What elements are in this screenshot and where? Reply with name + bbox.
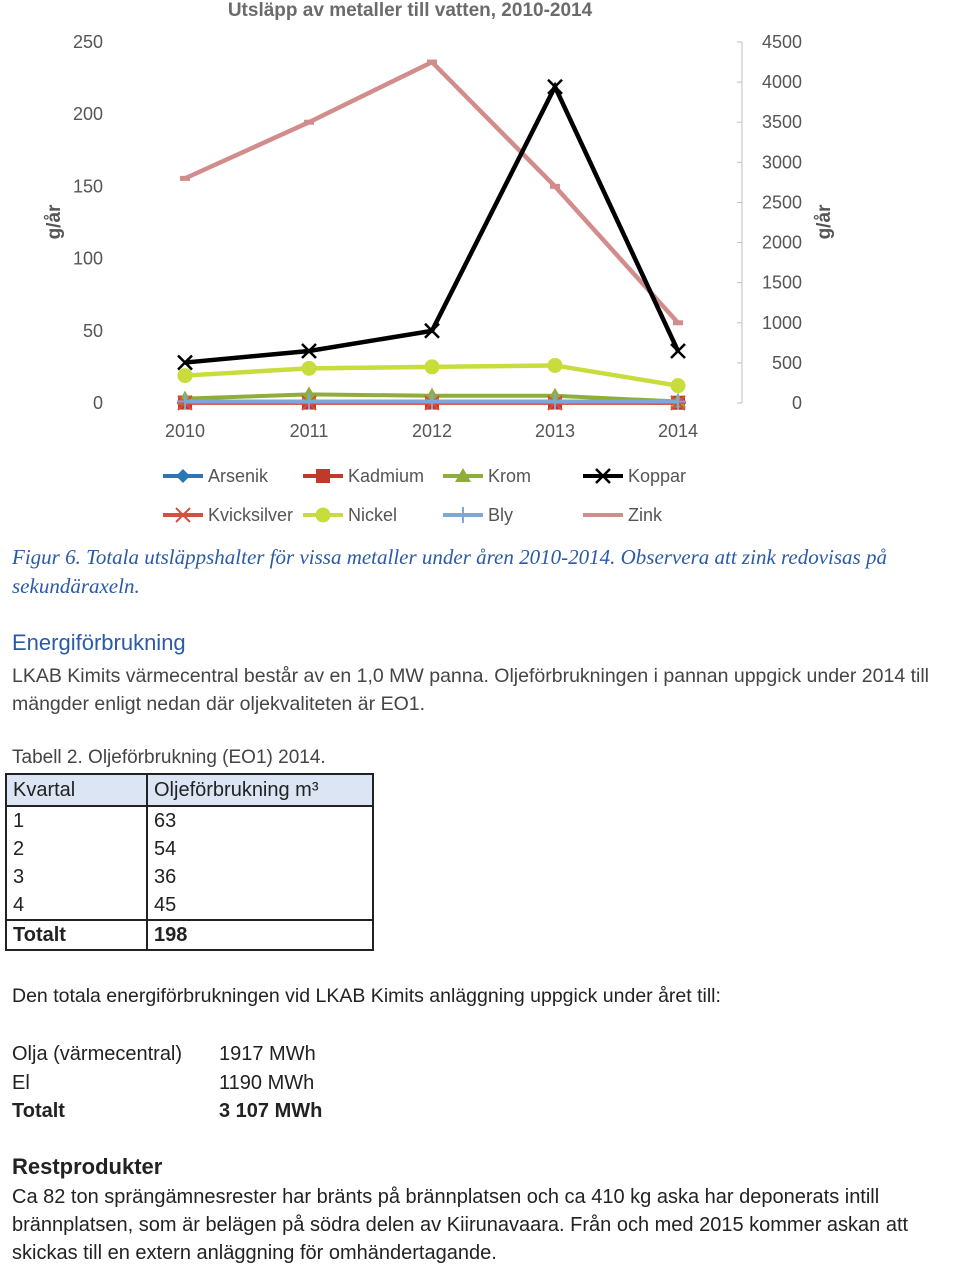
- energy-heading: Energiförbrukning: [12, 630, 186, 655]
- legend-item-bly: [443, 505, 513, 525]
- x-tick-labels: [165, 421, 698, 441]
- data-point: [425, 359, 440, 374]
- data-point: [548, 358, 563, 373]
- left-tick-label: 200: [72, 104, 103, 125]
- legend-label: Nickel: [348, 505, 398, 525]
- left-tick-labels: [73, 32, 103, 413]
- x-tick-label: 2010: [164, 421, 206, 441]
- legend-item-kadmium: [303, 466, 424, 486]
- left-tick-label: 50: [82, 320, 103, 341]
- legend-label: Koppar: [628, 466, 687, 486]
- left-axis-label: g/år: [44, 204, 65, 240]
- table-total-row: [6, 920, 373, 950]
- energy-label: Olja (värmecentral): [12, 1043, 183, 1065]
- right-tick-label: 500: [771, 352, 802, 373]
- rest-paragraph: Ca 82 ton sprängämnesrester har bränts på brännplatsen och ca 410 kg aska har deponerats intill brännplatsen, som är belägen på södra delen av Kiirunavaara. Från och med 2015 kommer askan att skickas till en extern anläggning för omhändertagande.: [12, 1186, 909, 1264]
- chart-title: Utsläpp av metaller till vatten, 2010-2014: [227, 0, 593, 21]
- figure-caption: Figur 6. Totala utsläppshalter för vissa metaller under åren 2010-2014. Observera att zink redovisas på sekundäraxeln.: [12, 545, 887, 598]
- right-tick-label: 2500: [761, 192, 802, 213]
- rest-heading: Restprodukter: [12, 1154, 163, 1179]
- energy-paragraph: LKAB Kimits värmecentral består av en 1,0 MW panna. Oljeförbrukningen i pannan uppgick under 2014 till mängder enligt nedan där oljekvaliteten är EO1.: [12, 665, 930, 715]
- quarter-cell: 3: [6, 863, 147, 891]
- legend-marker: [175, 508, 191, 522]
- series-lines: [177, 62, 686, 410]
- legend-label: Zink: [628, 505, 663, 525]
- left-tick-label: 150: [72, 176, 103, 197]
- legend-item-arsenik: [163, 466, 269, 486]
- total-label-cell: Totalt: [6, 920, 147, 950]
- legend-item-nickel: [303, 505, 397, 525]
- energy-total-row: [12, 1097, 322, 1126]
- left-tick-label: 100: [72, 248, 103, 269]
- legend-marker: [316, 469, 330, 483]
- energy-label: El: [12, 1071, 30, 1094]
- data-point: [302, 361, 317, 376]
- oil-consumption-table: [5, 773, 374, 951]
- energy-value: 1917 MWh: [219, 1043, 316, 1065]
- right-tick-label: 3000: [761, 152, 802, 173]
- right-tick-label: 4500: [761, 32, 802, 52]
- table-row: [6, 891, 373, 920]
- legend-item-koppar: [583, 466, 686, 486]
- right-tick-label: 1500: [761, 272, 802, 293]
- energy-row: [12, 1040, 322, 1069]
- quarter-cell: 4: [6, 891, 147, 920]
- total-value-cell: 198: [147, 920, 373, 950]
- legend-item-kvicksilver: [163, 505, 293, 525]
- oil-value-cell: 54: [147, 835, 373, 863]
- data-point: [671, 378, 686, 393]
- legend-marker: [176, 469, 190, 483]
- right-tick-label: 0: [791, 393, 802, 413]
- energy-value: 3 107 MWh: [219, 1100, 323, 1122]
- total-energy-sentence: Den totala energiförbrukningen vid LKAB Kimits anläggning uppgick under året till:: [12, 985, 721, 1007]
- metal-emissions-chart: [0, 0, 960, 540]
- series-koppar: [178, 80, 685, 370]
- legend-item-krom: [443, 466, 531, 486]
- table-header-kvartal: Kvartal: [6, 774, 147, 806]
- x-tick-label: 2011: [289, 421, 329, 441]
- legend-marker: [455, 507, 471, 523]
- quarter-cell: 2: [6, 835, 147, 863]
- energy-list: [12, 1040, 322, 1126]
- quarter-cell: 1: [6, 806, 147, 835]
- energy-row: [12, 1069, 322, 1098]
- right-tick-label: 2000: [761, 232, 802, 253]
- legend-item-zink: [583, 505, 663, 525]
- legend-label: Kadmium: [348, 466, 425, 486]
- table-row: [6, 806, 373, 835]
- oil-value-cell: 63: [147, 806, 373, 835]
- data-point: [178, 368, 193, 383]
- table-caption: Tabell 2. Oljeförbrukning (EO1) 2014.: [12, 747, 326, 768]
- series-nickel: [178, 358, 686, 393]
- legend-label: Krom: [488, 466, 532, 486]
- table-row: [6, 863, 373, 891]
- left-tick-label: 0: [92, 393, 103, 413]
- table-row: [6, 835, 373, 863]
- right-tick-label: 4000: [761, 72, 802, 93]
- energy-label: Totalt: [12, 1100, 65, 1122]
- oil-value-cell: 45: [147, 891, 373, 920]
- series-zink: [180, 62, 683, 323]
- table-header-oil: Oljeförbrukning m³: [147, 774, 373, 806]
- x-tick-label: 2013: [534, 421, 576, 441]
- series-line: [185, 87, 678, 363]
- right-axis-label: g/år: [814, 204, 835, 240]
- chart-legend: [163, 466, 686, 525]
- left-tick-label: 250: [72, 32, 103, 52]
- legend-label: Arsenik: [208, 466, 269, 486]
- legend-label: Kvicksilver: [208, 505, 294, 525]
- right-tick-label: 3500: [761, 112, 802, 133]
- x-tick-label: 2014: [657, 421, 699, 441]
- legend-marker: [316, 508, 331, 523]
- legend-label: Bly: [488, 505, 514, 525]
- energy-value: 1190 MWh: [219, 1071, 315, 1094]
- right-tick-labels: [737, 32, 802, 413]
- right-tick-label: 1000: [761, 312, 802, 333]
- oil-value-cell: 36: [147, 863, 373, 891]
- x-tick-label: 2012: [411, 421, 453, 441]
